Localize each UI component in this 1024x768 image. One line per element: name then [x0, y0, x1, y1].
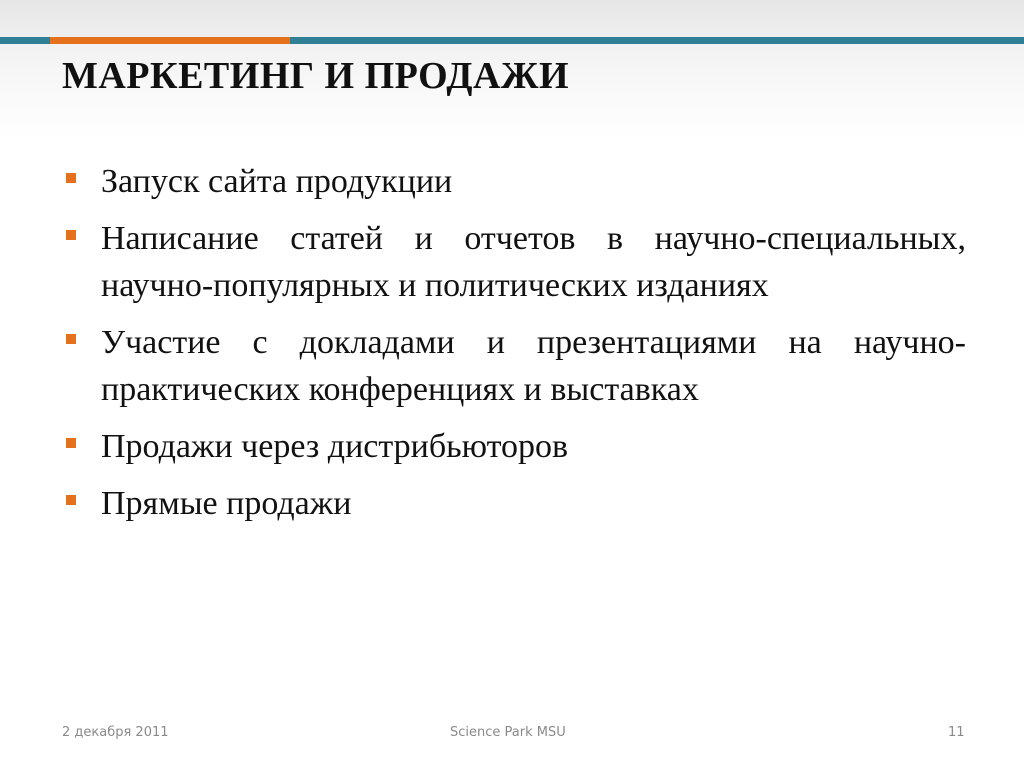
header-band-orange-accent [50, 37, 290, 44]
bullet-text: Запуск сайта продукции [101, 163, 453, 200]
bullet-item [64, 423, 966, 470]
footer-date: 2 декабря 2011 [62, 725, 169, 740]
header-band-teal-left [0, 37, 50, 44]
bullet-item [64, 319, 966, 413]
bullet-text: Прямые продажи [101, 485, 352, 522]
bullet-text: Продажи через дистрибьюторов [101, 428, 569, 465]
bullet-square-icon [66, 495, 76, 505]
footer-organization: Science Park MSU [450, 725, 566, 740]
bullet-square-icon [66, 230, 76, 240]
bullet-text: Написание статей и отчетов в научно-специальных, научно-популярных и политических изданиях [101, 220, 966, 304]
footer-page-number: 11 [948, 725, 965, 740]
bullet-item [64, 215, 966, 309]
bullet-item [64, 158, 966, 205]
slide-title: МАРКЕТИНГ И ПРОДАЖИ [62, 55, 570, 97]
bullet-square-icon [66, 438, 76, 448]
header-band-teal-right [290, 37, 1024, 44]
bullet-text: Участие с докладами и презентациями на научно-практических конференциях и выставках [101, 324, 966, 408]
bullet-list [64, 158, 966, 537]
bullet-square-icon [66, 173, 76, 183]
bullet-square-icon [66, 334, 76, 344]
bullet-item [64, 480, 966, 527]
